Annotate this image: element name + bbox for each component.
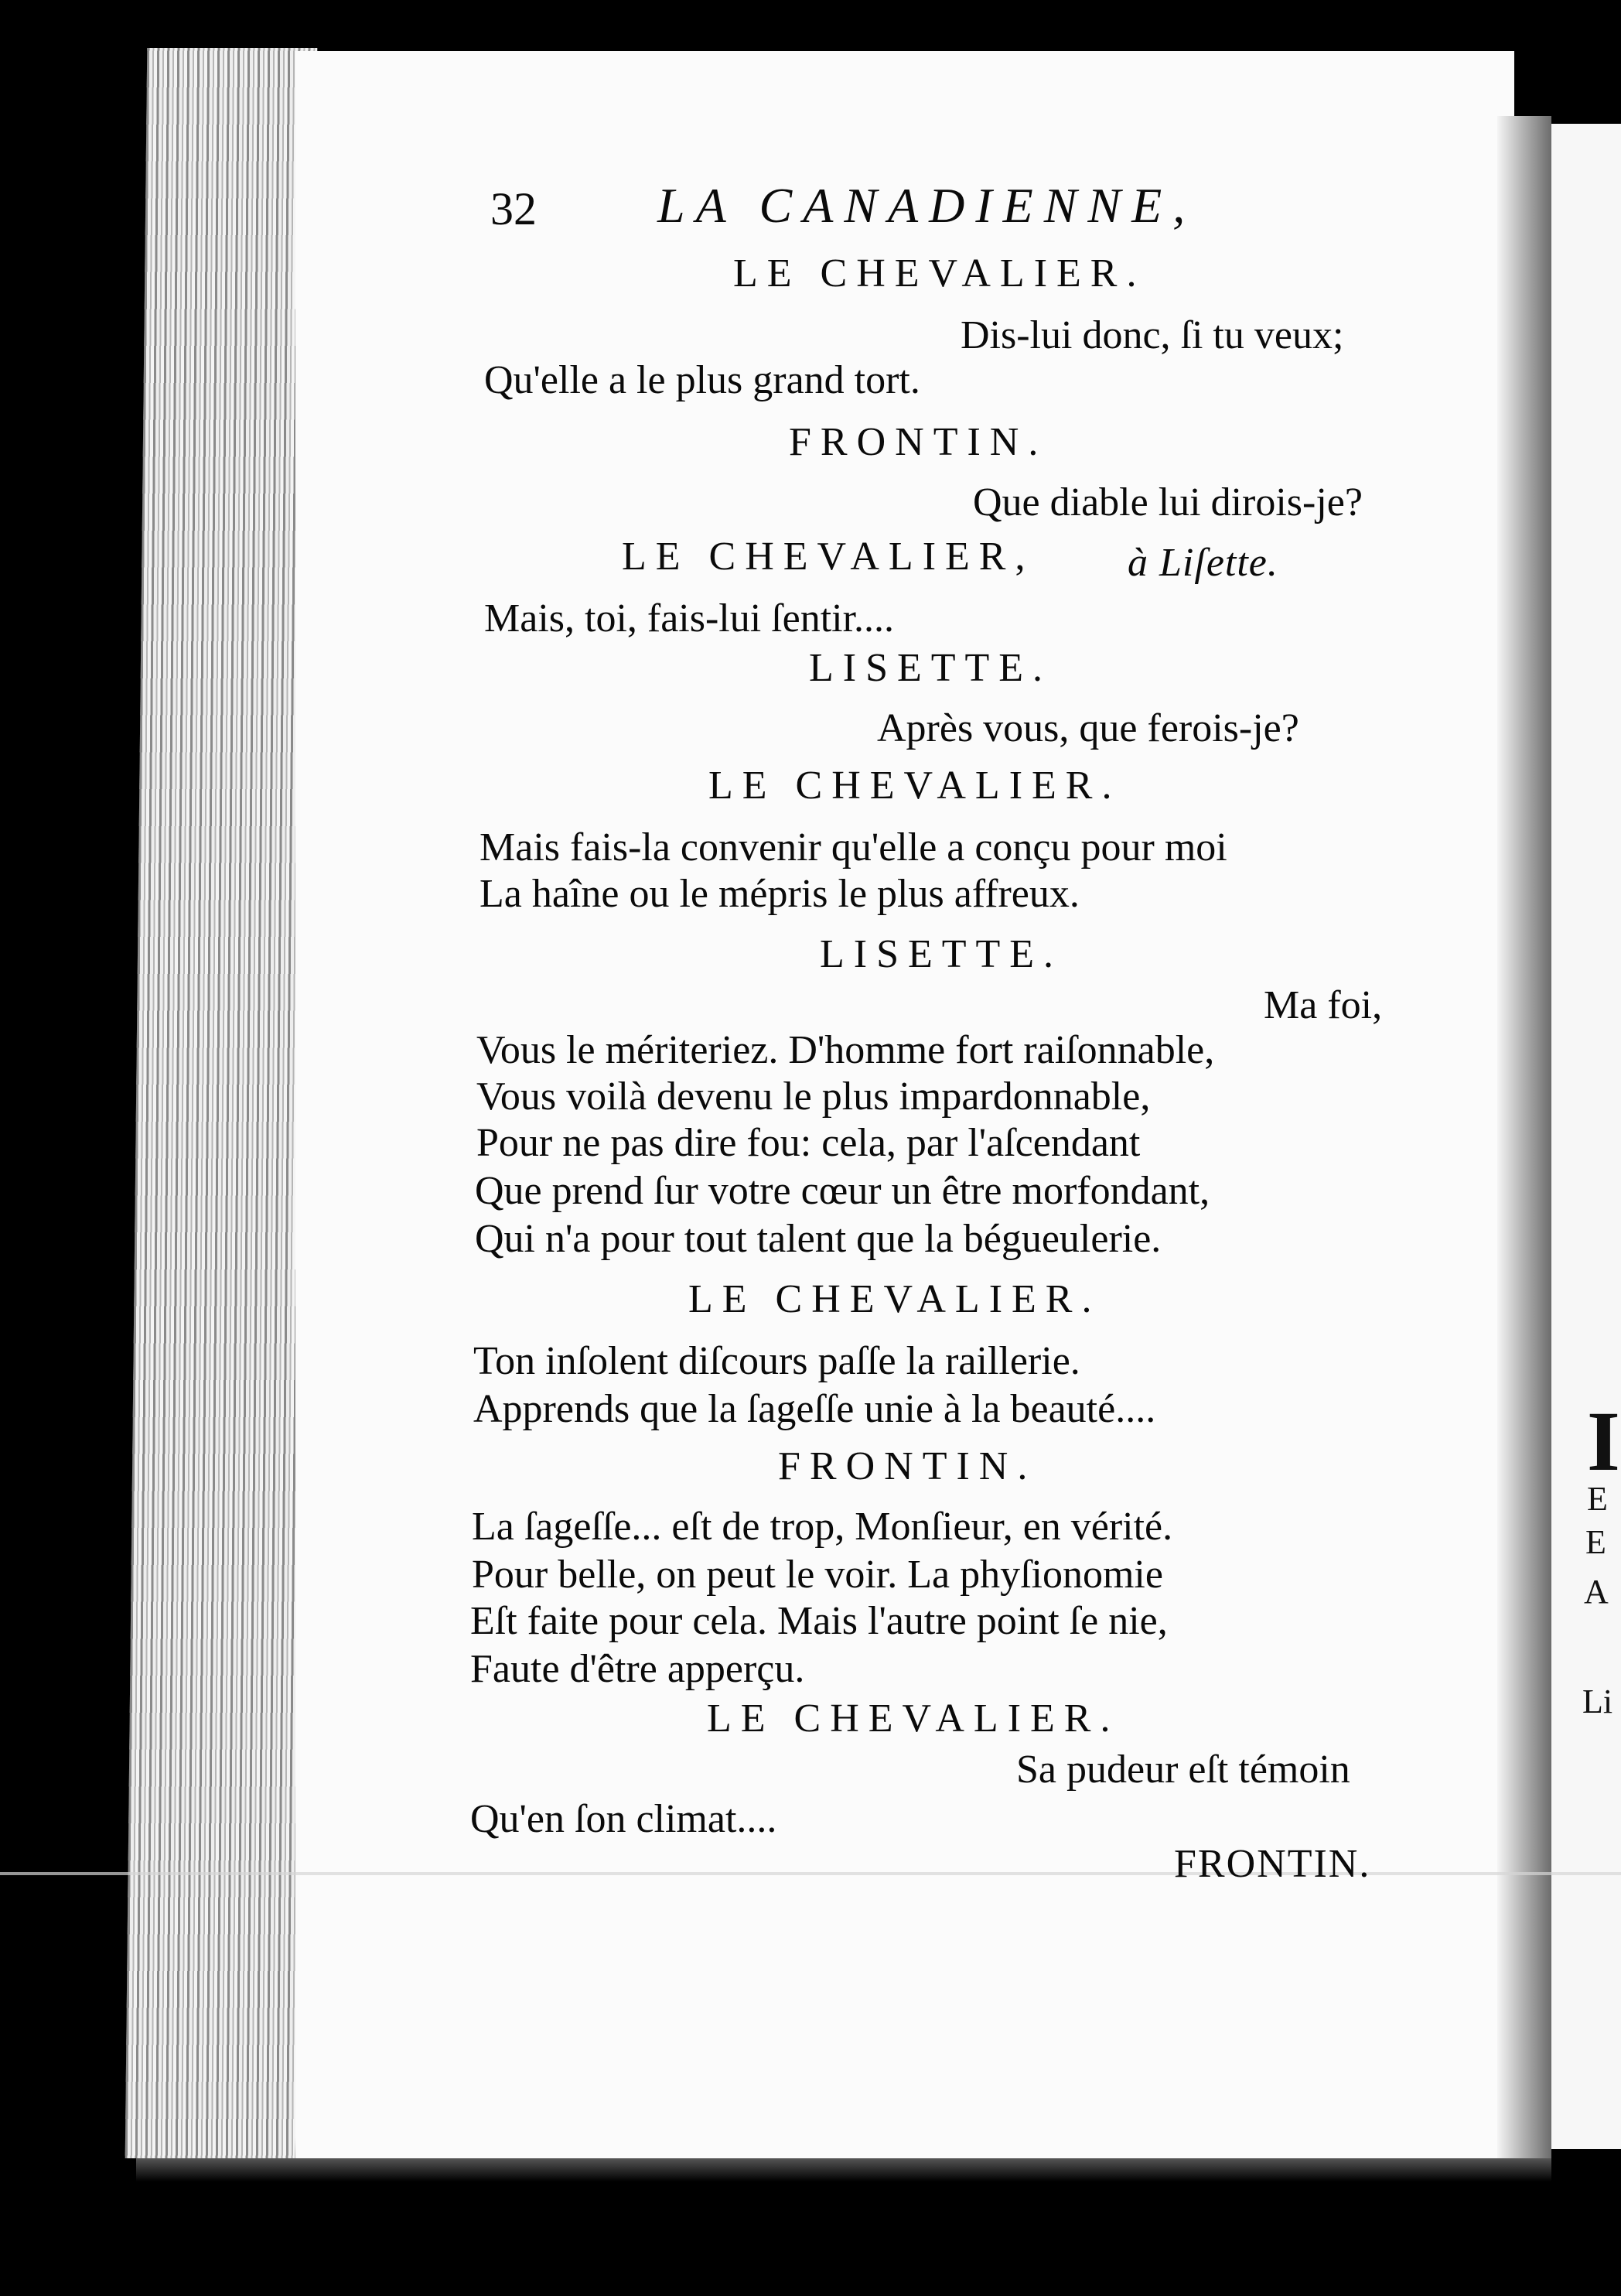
catchword: FRONTIN. — [1174, 1842, 1371, 1886]
verse-line: Que prend ſur votre cœur un être morfondant, — [475, 1169, 1210, 1213]
page-edges — [125, 48, 318, 2158]
verse-line: Vous voilà devenu le plus impardonnable, — [476, 1075, 1151, 1119]
speaker-heading: FRONTIN. — [789, 420, 1048, 464]
speaker-heading: LISETTE. — [809, 646, 1053, 690]
speaker-heading: LE CHEVALIER. — [733, 251, 1146, 296]
verse-line: Pour ne pas dire fou: cela, par l'aſcendant — [476, 1121, 1141, 1165]
verse-line: Apprends que la ſageſſe unie à la beauté.... — [473, 1387, 1156, 1431]
page-number: 32 — [490, 183, 537, 234]
verse-line: Après vous, que ferois-je? — [877, 706, 1299, 750]
verse-line: Que diable lui dirois-je? — [973, 480, 1363, 524]
verse-line: Ma foi, — [1264, 983, 1383, 1027]
speaker-heading: LE CHEVALIER. — [707, 1696, 1120, 1741]
adjacent-page-fragment: E — [1587, 1480, 1608, 1518]
adjacent-page — [1551, 124, 1621, 2149]
speaker-heading: LISETTE. — [820, 932, 1063, 976]
scan-artifact-line — [0, 1872, 1621, 1875]
speaker-heading: LE CHEVALIER. — [708, 764, 1121, 808]
speaker-heading: FRONTIN. — [778, 1444, 1037, 1488]
verse-line: Faute d'être apperçu. — [470, 1647, 805, 1691]
verse-line: La haîne ou le mépris le plus affreux. — [479, 872, 1080, 916]
running-title: LA CANADIENNE, — [657, 178, 1196, 233]
speaker-heading: LE CHEVALIER. — [688, 1277, 1101, 1321]
adjacent-page-fragment: A — [1584, 1573, 1609, 1611]
verse-line: Eſt faite pour cela. Mais l'autre point ſe nie, — [470, 1599, 1168, 1643]
verse-line: Qu'en ſon climat.... — [470, 1797, 777, 1841]
verse-line: Qui n'a pour tout talent que la bégueulerie. — [475, 1217, 1162, 1261]
gutter-shadow — [1497, 116, 1551, 2158]
stage-direction: à Liſette. — [1128, 541, 1278, 585]
verse-line: Mais fais-la convenir qu'elle a conçu pour moi — [479, 825, 1227, 870]
adjacent-page-fragment: E — [1585, 1523, 1606, 1561]
verse-line: Qu'elle a le plus grand tort. — [484, 358, 920, 402]
verse-line: La ſageſſe... eſt de trop, Monſieur, en vérité. — [472, 1505, 1173, 1549]
verse-line: Ton inſolent diſcours paſſe la raillerie. — [473, 1339, 1080, 1383]
verse-line: Vous le mériteriez. D'homme fort raiſonnable, — [476, 1028, 1215, 1072]
verse-line: Dis-lui donc, ſi tu veux; — [961, 313, 1344, 357]
verse-line: Mais, toi, fais-lui ſentir.... — [484, 596, 895, 641]
adjacent-page-fragment: Li — [1582, 1683, 1613, 1720]
verse-line: Sa pudeur eſt témoin — [1016, 1748, 1350, 1792]
adjacent-page-fragment: I — [1587, 1394, 1620, 1488]
page-bottom-shadow — [136, 2158, 1551, 2182]
speaker-heading: LE CHEVALIER, — [622, 535, 1035, 579]
verse-line: Pour belle, on peut le voir. La phyſionomie — [472, 1553, 1163, 1597]
